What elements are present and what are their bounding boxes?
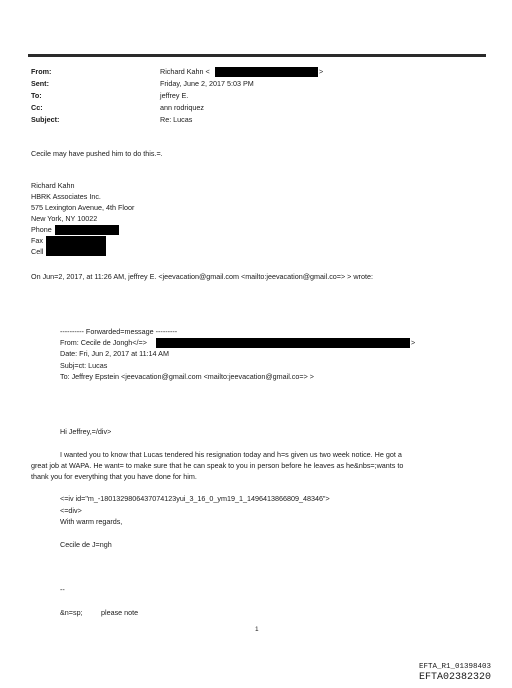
greeting: Hi Jeffrey,=/div>	[60, 427, 112, 436]
div-line: <=iv id="m_-1801329806437074123yui_3_16_0_ym19_1_1496413866809_48346">	[60, 494, 330, 503]
forward-date: Date: Fri, Jun 2, 2017 at 11:14 AM	[60, 349, 169, 358]
footer-code-1: EFTA_R1_01398403	[419, 663, 492, 671]
quote-line: On Jun=2, 2017, at 11:26 AM, jeffrey E. <jeevacation@gmail.com <mailto:jeevacation@gmail.co=> > wrote:	[31, 272, 373, 281]
to-value: jeffrey E.	[160, 91, 189, 100]
paragraph-line: I wanted you to know that Lucas tendered his resignation today and h=s given us two week notice. He got a	[60, 450, 402, 459]
sent-value: Friday, June 2, 2017 5:03 PM	[160, 79, 254, 88]
note-text: please note	[101, 608, 139, 617]
forward-from: From: Cecile de Jongh</=>	[60, 338, 147, 347]
cell-label: Cell	[31, 247, 44, 256]
closing: With warm regards,	[60, 517, 123, 526]
to-label: To:	[31, 91, 42, 100]
sender-name: Cecile de J=ngh	[60, 540, 112, 549]
forward-to: To: Jeffrey Epstein <jeevacation@gmail.com <mailto:jeevacation@gmail.co=> >	[60, 372, 314, 381]
cc-value: ann rodriquez	[160, 103, 204, 112]
cc-label: Cc:	[31, 103, 43, 112]
nbsp-text: &n=sp;	[60, 608, 83, 617]
dashes: --	[60, 585, 65, 594]
from-label: From:	[31, 67, 52, 76]
redaction-block	[46, 245, 106, 256]
paragraph-line: great job at WAPA. He want= to make sure that he can speak to you in person before he leaves as he&nbs=;wants to	[31, 461, 404, 470]
forward-from-end: >	[411, 338, 416, 347]
footer-code-2: EFTA02382320	[419, 672, 492, 683]
redaction-block	[156, 338, 410, 348]
from-value: Richard Kahn <	[160, 67, 210, 76]
signature-company: HBRK Associates Inc.	[31, 192, 101, 201]
redaction-block	[215, 67, 318, 77]
redaction-block	[55, 225, 119, 235]
phone-label: Phone	[31, 225, 52, 234]
signature-address2: New York, NY 10022	[31, 214, 98, 223]
signature-name: Richard Kahn	[31, 181, 75, 190]
paragraph-line: thank you for everything that you have done for him.	[31, 472, 197, 481]
header-rule	[28, 54, 486, 57]
signature-address1: 575 Lexington Avenue, 4th Floor	[31, 203, 135, 212]
subject-label: Subject:	[31, 115, 60, 124]
sent-label: Sent:	[31, 79, 49, 88]
intro-text: Cecile may have pushed him to do this.=.	[31, 149, 163, 158]
fax-label: Fax	[31, 236, 43, 245]
forward-subject: Subj=ct: Lucas	[60, 361, 108, 370]
page-number: 1	[255, 626, 259, 633]
div-close: <=div>	[60, 506, 82, 515]
from-value-end: >	[319, 67, 324, 76]
subject-value: Re: Lucas	[160, 115, 193, 124]
forward-separator: ---------- Forwarded=message ---------	[60, 327, 178, 336]
